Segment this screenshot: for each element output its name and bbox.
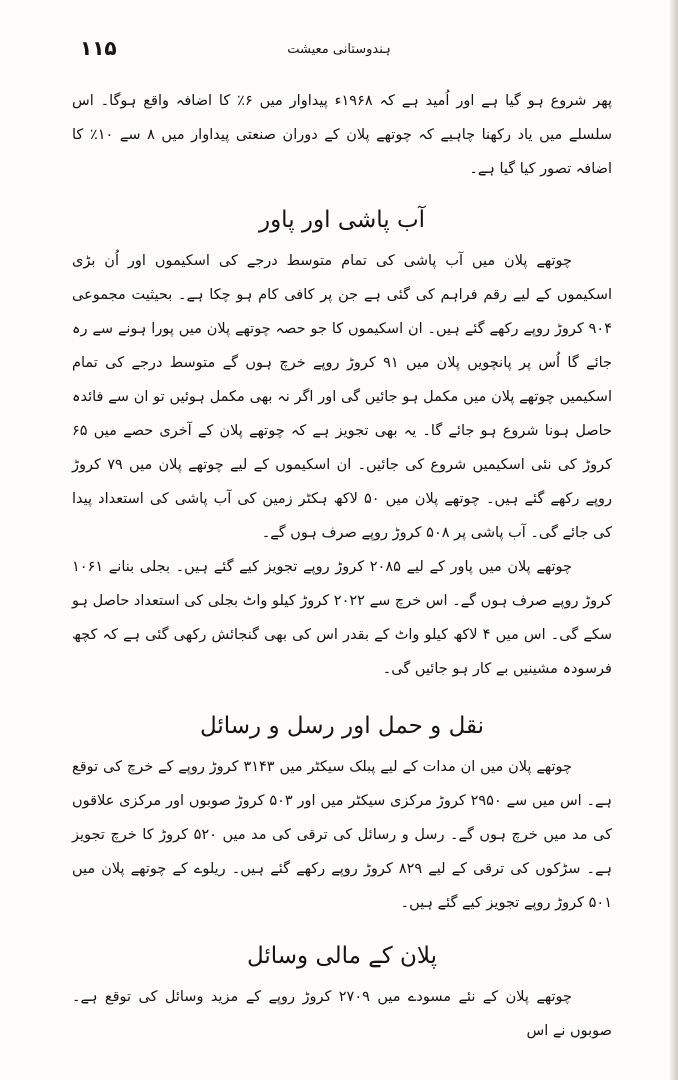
section-heading-finance: پلان کے مالی وسائل (246, 943, 438, 969)
finance-paragraph (72, 980, 612, 1048)
transport-paragraph (72, 750, 612, 920)
text-line: ہیں۔ ریلوے کے چوتھے پلان میں ۵۰۱ کروڑ روپے تجویز کیے گئے ہیں۔ (72, 861, 612, 911)
text-line: رسائل کی ترقی کی مد میں ۵۲۰ کروڑ کا خرچ تجویز ہے۔ سڑکوں کی ترقی کے لیے ۸۲۹ کروڑ روپے رکھے گئے (72, 827, 612, 877)
page-body (72, 84, 612, 1048)
section-heading-transport: نقل و حمل اور رسل و رسائل (199, 713, 485, 739)
page-header (80, 36, 598, 66)
section-heading-irrigation: آب پاشی اور پاور (258, 207, 426, 233)
text-line: سے ۲۹۵۰ کروڑ مرکزی سیکٹر میں اور ۵۰۳ کروڑ صوبوں اور مرکزی علاقوں کی مد میں خرچ ہوں گے۔ رسل و (72, 793, 612, 843)
running-title: ہندوستانی معیشت (287, 42, 391, 57)
page-number: ۱۱۵ (80, 36, 117, 60)
text-line: فائدہ حاصل ہونا شروع ہو جائے گا۔ یہ بھی تجویز ہے کہ چوتھے پلان کے آخری حصے میں ۶۵ (72, 389, 612, 439)
page-binding-edge (670, 0, 678, 1080)
text-line: گئے ہیں۔ چوتھے پلان میں ۵۰ لاکھ ہکٹر زمین کی آب پاشی کی استعداد پیدا کی جائے گی۔ آب پاشی (72, 491, 612, 541)
text-line: متوسط درجے کی تمام اسکیمیں چوتھے پلان میں مکمل ہو جائیں گی اور اگر نہ بھی مکمل ہوئیں تو ان سے (72, 355, 612, 405)
text-line: چوتھے پلان میں آب پاشی کی تمام متوسط درجے کی اسکیموں اور اُن بڑی اسکیموں کے لیے رقم فراہم (72, 253, 612, 303)
text-line: پھر شروع ہو گیا ہے اور اُمید ہے کہ ۱۹۶۸ء پیداوار میں ۶٪ کا اضافہ واقع ہوگا۔ اس سلسلے میں (72, 93, 613, 143)
text-line: بے کار ہو جائیں گی۔ (382, 661, 509, 677)
intro-paragraph (72, 84, 612, 186)
text-line: چوتھے پلان میں پاور کے لیے ۲۰۸۵ کروڑ روپے تجویز کیے گئے ہیں۔ بجلی بنانے ۱۰۶۱ کروڑ (72, 559, 613, 609)
text-line: کی گئی ہے جن پر کافی کام ہو چکا ہے۔ بحیثیت مجموعی ۹۰۴ کروڑ روپے رکھے گئے ہیں۔ ان اسکیموں کا (72, 287, 612, 337)
text-line: چوتھے پلان میں ان مدات کے لیے پبلک سیکٹر میں ۳۱۴۳ کروڑ روپے کے خرچ کی توقع ہے۔ اس میں (72, 759, 613, 809)
power-paragraph (72, 550, 612, 686)
text-line: جو حصہ چوتھے پلان میں پورا ہونے سے رہ جائے گا اُس پر پانچویں پلان میں ۹۱ کروڑ روپے خرچ ہوں گے (72, 321, 612, 371)
text-line: اس میں ۴ لاکھ کیلو واٹ کے بقدر اس کی بھی گنجائش رکھی گئی ہے کہ کچھ فرسودہ مشینیں (72, 627, 612, 677)
text-line: پر ۵۰۸ کروڑ روپے صرف ہوں گے۔ (261, 525, 467, 541)
irrigation-paragraph (72, 244, 612, 550)
text-line: یاد رکھنا چاہیے کہ چوتھے پلان کے دوران صنعتی پیداوار میں ۸ سے ۱۰٪ کا اضافہ تصور کیا گیا ہے۔ (72, 127, 612, 177)
text-line: کروڑ کی نئی اسکیمیں شروع کی جائیں۔ ان اسکیموں کے لیے چوتھے پلان میں ۷۹ کروڑ روپے رکھے (72, 457, 613, 507)
text-line: روپے صرف ہوں گے۔ اس خرچ سے ۲۰۲۲ کروڑ کیلو واٹ بجلی کی استعداد حاصل ہو سکے گی۔ (72, 593, 612, 643)
text-line: چوتھے پلان کے نئے مسودے میں ۲۷۰۹ کروڑ روپے کے مزید وسائل کی توقع ہے۔ صوبوں نے اس (72, 989, 612, 1039)
